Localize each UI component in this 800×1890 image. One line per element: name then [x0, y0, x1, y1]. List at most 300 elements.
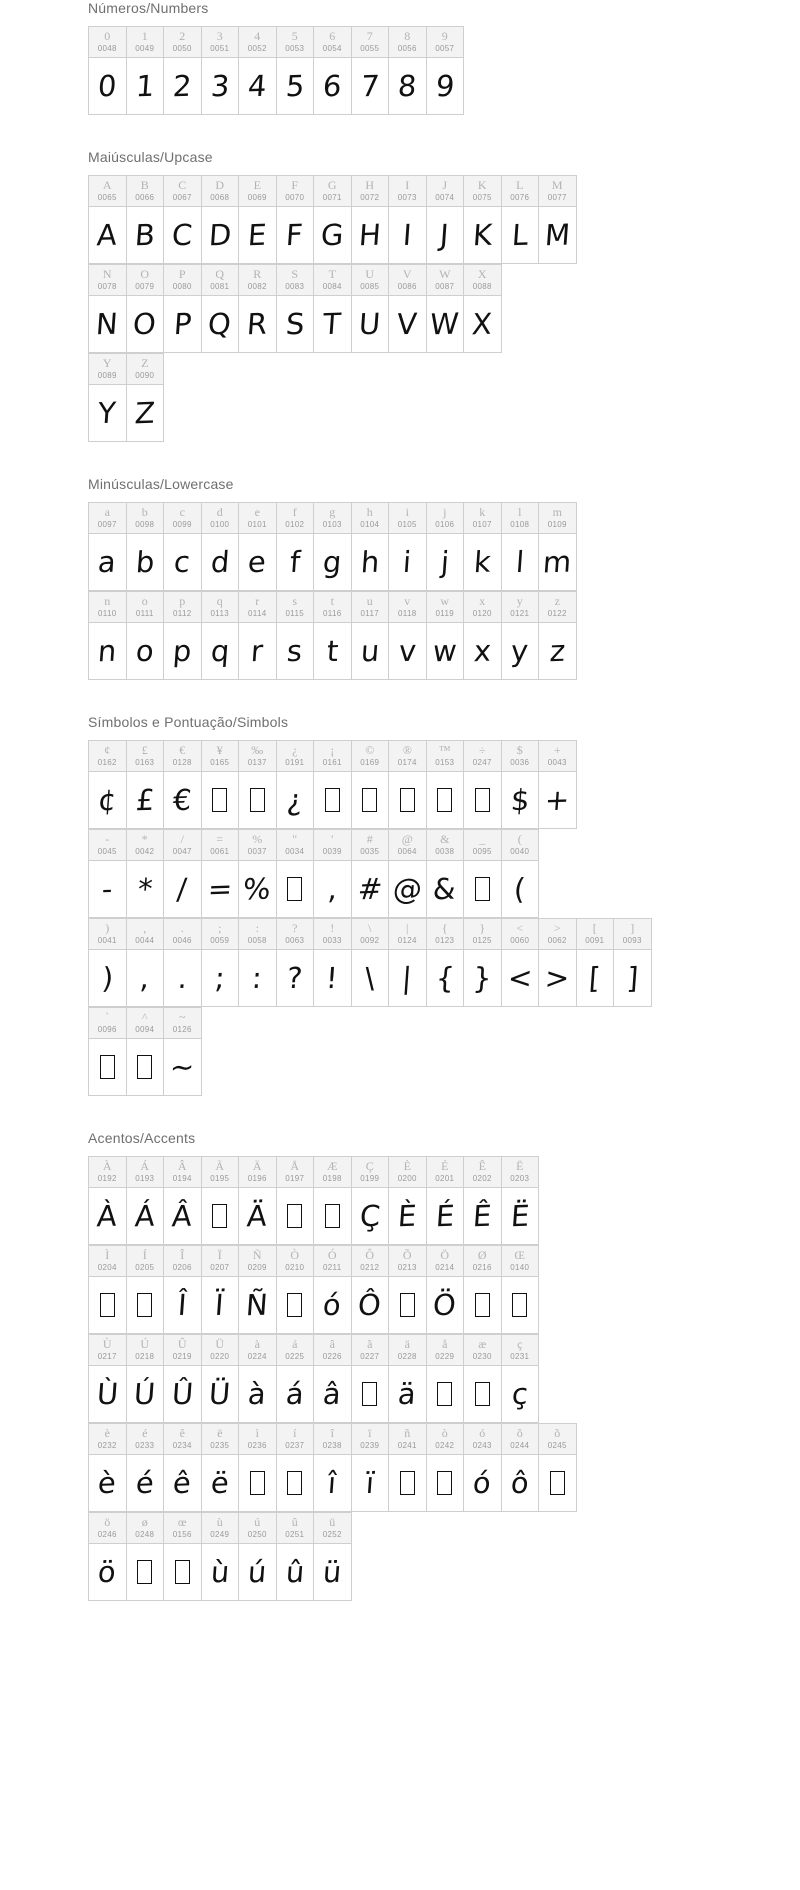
character-cell-header [352, 741, 389, 772]
character-label: Ó [327, 1248, 337, 1262]
character-cell[interactable] [426, 741, 464, 829]
character-cell[interactable] [351, 919, 389, 1007]
character-cell[interactable] [201, 592, 239, 680]
glyph-sample: U [357, 306, 382, 342]
character-cell[interactable] [388, 1246, 426, 1334]
character-glyph [389, 1188, 426, 1244]
character-cell[interactable] [313, 1246, 351, 1334]
glyph-sample: u [359, 633, 381, 669]
character-cell[interactable] [201, 1424, 239, 1512]
character-cell-header [89, 1335, 126, 1366]
character-cell-header [164, 265, 201, 296]
character-cell[interactable] [163, 1335, 201, 1423]
character-cell[interactable] [463, 592, 501, 680]
character-cell[interactable] [88, 830, 126, 918]
character-code: 0047 [172, 847, 192, 856]
character-cell[interactable] [88, 354, 126, 442]
character-cell[interactable] [163, 1424, 201, 1512]
character-cell[interactable] [238, 741, 276, 829]
character-glyph [202, 1188, 239, 1244]
character-code: 0244 [510, 1441, 530, 1450]
character-code: 0118 [398, 609, 417, 618]
character-glyph [164, 1188, 201, 1244]
glyph-sample: 8 [396, 68, 418, 104]
character-glyph [164, 58, 201, 114]
character-cell[interactable] [238, 1335, 276, 1423]
character-glyph [464, 772, 501, 828]
character-code: 0074 [435, 193, 455, 202]
glyph-sample: Ê [471, 1198, 493, 1234]
character-cell-header [314, 27, 351, 58]
character-label: Ã [215, 1159, 225, 1173]
glyph-sample: d [209, 544, 231, 580]
character-cell[interactable] [463, 1246, 501, 1334]
character-cell[interactable] [276, 1424, 314, 1512]
character-cell[interactable] [538, 1424, 576, 1512]
character-code: 0162 [97, 758, 117, 767]
character-cell[interactable] [88, 1424, 126, 1512]
character-cell[interactable] [388, 176, 426, 264]
character-code: 0051 [210, 44, 230, 53]
character-cell-header [352, 503, 389, 534]
character-cell[interactable] [88, 1246, 126, 1334]
character-glyph [239, 1366, 276, 1422]
character-cell[interactable] [313, 1513, 351, 1601]
glyph-sample: Ç [358, 1198, 382, 1234]
character-cell-header [239, 27, 276, 58]
glyph-sample: 5 [284, 68, 306, 104]
character-cell[interactable] [163, 1008, 201, 1096]
character-cell[interactable] [313, 503, 351, 591]
character-label: | [406, 921, 409, 935]
character-cell[interactable] [388, 265, 426, 353]
character-cell-header [427, 919, 464, 950]
character-label: z [554, 594, 560, 608]
character-cell[interactable] [463, 1424, 501, 1512]
character-glyph [127, 1544, 164, 1600]
character-cell[interactable] [426, 1335, 464, 1423]
character-cell[interactable] [388, 1424, 426, 1512]
character-cell[interactable] [426, 1157, 464, 1245]
glyph-sample: l [514, 544, 525, 580]
character-cell[interactable] [388, 741, 426, 829]
character-code: 0035 [360, 847, 380, 856]
character-cell[interactable] [426, 592, 464, 680]
character-cell[interactable] [201, 1157, 239, 1245]
character-cell[interactable] [313, 830, 351, 918]
glyph-sample: z [548, 633, 567, 669]
character-cell[interactable] [163, 1246, 201, 1334]
character-code: 0055 [360, 44, 380, 53]
character-cell-header [427, 830, 464, 861]
character-cell[interactable] [313, 741, 351, 829]
character-label: ™ [438, 743, 451, 757]
character-cell[interactable] [463, 265, 501, 353]
character-label: s [292, 594, 298, 608]
character-cell[interactable] [463, 830, 501, 918]
character-cell[interactable] [276, 265, 314, 353]
character-code: 0117 [360, 609, 379, 618]
character-cell[interactable] [88, 265, 126, 353]
character-cell[interactable] [426, 1424, 464, 1512]
character-label: Å [290, 1159, 300, 1173]
character-cell[interactable] [538, 919, 576, 1007]
character-cell[interactable] [426, 1246, 464, 1334]
character-label: Ú [140, 1337, 150, 1351]
character-label: v [404, 594, 411, 608]
character-cell[interactable] [276, 1157, 314, 1245]
character-cell[interactable] [501, 176, 539, 264]
character-cell[interactable] [576, 919, 614, 1007]
glyph-sample: Ë [509, 1198, 531, 1234]
character-label: k [479, 505, 486, 519]
glyph-sample: Î [176, 1287, 188, 1323]
character-label: Ñ [252, 1248, 262, 1262]
character-cell[interactable] [351, 1157, 389, 1245]
character-cell[interactable] [463, 503, 501, 591]
character-label: ú [254, 1515, 261, 1529]
character-cell-header [427, 265, 464, 296]
character-cell[interactable] [276, 503, 314, 591]
character-cell-header [352, 919, 389, 950]
character-cell[interactable] [201, 27, 239, 115]
character-cell[interactable] [88, 1157, 126, 1245]
character-cell-header [164, 176, 201, 207]
character-label: g [329, 505, 336, 519]
character-glyph [202, 623, 239, 679]
character-cell[interactable] [126, 919, 164, 1007]
character-cell[interactable] [426, 830, 464, 918]
character-cell[interactable] [126, 1246, 164, 1334]
character-cell[interactable] [388, 919, 426, 1007]
character-cell[interactable] [88, 27, 126, 115]
missing-glyph-icon [100, 1055, 115, 1079]
character-cell-header [202, 741, 239, 772]
character-cell[interactable] [313, 1157, 351, 1245]
character-code: 0218 [135, 1352, 155, 1361]
character-cell[interactable] [126, 265, 164, 353]
character-cell[interactable] [126, 830, 164, 918]
character-cell[interactable] [388, 1157, 426, 1245]
character-cell[interactable] [351, 265, 389, 353]
character-cell[interactable] [313, 27, 351, 115]
character-cell[interactable] [201, 503, 239, 591]
character-cell[interactable] [126, 1008, 164, 1096]
character-cell-header [539, 592, 576, 623]
character-cell[interactable] [126, 503, 164, 591]
character-cell-header [239, 1513, 276, 1544]
glyph-sample: ó [472, 1465, 493, 1501]
character-cell[interactable] [201, 1246, 239, 1334]
character-cell[interactable] [276, 830, 314, 918]
character-cell[interactable] [351, 592, 389, 680]
character-cell[interactable] [426, 176, 464, 264]
character-cell-header [277, 1157, 314, 1188]
character-label: å [442, 1337, 448, 1351]
character-label: , [143, 921, 147, 935]
character-cell[interactable] [163, 919, 201, 1007]
character-label: o [141, 594, 148, 608]
character-cell[interactable] [276, 27, 314, 115]
character-label: n [104, 594, 111, 608]
character-cell-header [277, 830, 314, 861]
character-cell-header [89, 503, 126, 534]
character-cell[interactable] [351, 1246, 389, 1334]
character-code: 0099 [172, 520, 192, 529]
character-glyph [502, 950, 539, 1006]
character-cell[interactable] [538, 176, 576, 264]
character-glyph [239, 534, 276, 590]
character-code: 0082 [247, 282, 267, 291]
character-cell[interactable] [88, 176, 126, 264]
glyph-sample: É [434, 1198, 456, 1234]
character-cell[interactable] [501, 1246, 539, 1334]
character-code: 0110 [98, 609, 117, 618]
glyph-sample: r [250, 633, 265, 669]
character-code: 0211 [323, 1263, 342, 1272]
character-cell[interactable] [538, 741, 576, 829]
character-glyph [389, 772, 426, 828]
character-cell[interactable] [126, 1513, 164, 1601]
character-cell[interactable] [238, 592, 276, 680]
character-glyph [164, 296, 201, 352]
character-cell[interactable] [201, 830, 239, 918]
character-cell[interactable] [313, 1335, 351, 1423]
character-cell[interactable] [351, 176, 389, 264]
character-cell[interactable] [538, 503, 576, 591]
character-cell[interactable] [201, 176, 239, 264]
character-cell[interactable] [238, 1246, 276, 1334]
character-cell[interactable] [351, 503, 389, 591]
character-cell[interactable] [538, 592, 576, 680]
character-cell[interactable] [163, 503, 201, 591]
character-cell[interactable] [351, 741, 389, 829]
character-cell[interactable] [88, 1513, 126, 1601]
character-glyph [89, 534, 126, 590]
character-cell[interactable] [126, 741, 164, 829]
character-label: % [252, 832, 263, 846]
character-cell[interactable] [163, 176, 201, 264]
character-cell-header [314, 1246, 351, 1277]
character-code: 0048 [97, 44, 117, 53]
character-cell[interactable] [126, 1424, 164, 1512]
character-cell[interactable] [351, 830, 389, 918]
character-cell[interactable] [163, 27, 201, 115]
character-cell[interactable] [276, 1335, 314, 1423]
character-label: Ê [478, 1159, 486, 1173]
glyph-sample: ä [397, 1376, 418, 1412]
character-glyph [127, 1366, 164, 1422]
character-cell[interactable] [201, 1513, 239, 1601]
character-code: 0207 [210, 1263, 230, 1272]
character-label: l [518, 505, 522, 519]
character-cell[interactable] [163, 741, 201, 829]
character-code: 0057 [435, 44, 455, 53]
missing-glyph-icon [287, 1204, 302, 1228]
character-cell[interactable] [126, 1157, 164, 1245]
character-cell[interactable] [463, 741, 501, 829]
character-cell[interactable] [613, 919, 651, 1007]
glyph-sample: , [326, 871, 339, 907]
character-label: Î [180, 1248, 185, 1262]
character-cell[interactable] [238, 1424, 276, 1512]
character-cell[interactable] [426, 919, 464, 1007]
character-label: C [178, 178, 187, 192]
character-cell[interactable] [238, 27, 276, 115]
character-cell[interactable] [163, 265, 201, 353]
character-grid [88, 1156, 574, 1601]
character-cell[interactable] [426, 503, 464, 591]
glyph-sample: t [325, 633, 340, 669]
character-cell-header [427, 176, 464, 207]
missing-glyph-icon [400, 788, 415, 812]
character-cell[interactable] [276, 1513, 314, 1601]
character-label: Y [102, 356, 112, 370]
character-label: ® [402, 743, 412, 757]
character-cell[interactable] [463, 176, 501, 264]
character-cell-header [127, 592, 164, 623]
character-cell[interactable] [351, 1424, 389, 1512]
character-cell-header [202, 1513, 239, 1544]
character-cell[interactable] [463, 919, 501, 1007]
character-cell[interactable] [163, 1157, 201, 1245]
glyph-sample: H [357, 217, 382, 253]
character-cell[interactable] [88, 592, 126, 680]
character-code: 0037 [247, 847, 267, 856]
character-cell[interactable] [238, 919, 276, 1007]
character-grid [88, 740, 642, 1096]
character-glyph [89, 1277, 126, 1333]
character-code: 0081 [210, 282, 230, 291]
character-cell[interactable] [388, 27, 426, 115]
character-cell[interactable] [501, 830, 539, 918]
character-cell[interactable] [238, 265, 276, 353]
character-cell[interactable] [313, 176, 351, 264]
character-glyph [389, 534, 426, 590]
character-cell[interactable] [426, 265, 464, 353]
character-cell[interactable] [126, 176, 164, 264]
character-cell[interactable] [501, 919, 539, 1007]
character-cell[interactable] [88, 1335, 126, 1423]
missing-glyph-icon [475, 1293, 490, 1317]
character-glyph [352, 1455, 389, 1511]
character-cell[interactable] [88, 741, 126, 829]
character-cell[interactable] [163, 592, 201, 680]
character-cell[interactable] [201, 919, 239, 1007]
character-cell[interactable] [276, 741, 314, 829]
character-cell-header [314, 176, 351, 207]
character-cell[interactable] [276, 592, 314, 680]
character-cell[interactable] [276, 1246, 314, 1334]
character-cell[interactable] [163, 1513, 201, 1601]
section-title: Símbolos e Pontuação/Simbols [88, 714, 289, 730]
character-cell[interactable] [463, 1335, 501, 1423]
character-cell[interactable] [388, 1335, 426, 1423]
character-cell[interactable] [201, 265, 239, 353]
character-glyph [239, 1188, 276, 1244]
character-cell[interactable] [88, 503, 126, 591]
character-glyph [389, 950, 426, 1006]
character-cell[interactable] [88, 919, 126, 1007]
character-row [88, 1245, 539, 1334]
character-glyph [89, 1455, 126, 1511]
character-glyph [89, 772, 126, 828]
character-cell-header [89, 741, 126, 772]
character-cell[interactable] [501, 1424, 539, 1512]
character-cell[interactable] [313, 592, 351, 680]
character-cell[interactable] [238, 1513, 276, 1601]
character-cell[interactable] [126, 27, 164, 115]
character-glyph [614, 950, 651, 1006]
character-label: j [443, 505, 447, 519]
character-cell[interactable] [313, 919, 351, 1007]
character-cell[interactable] [238, 503, 276, 591]
character-glyph [239, 58, 276, 114]
character-cell[interactable] [313, 1424, 351, 1512]
character-code: 0246 [97, 1530, 117, 1539]
character-cell[interactable] [501, 592, 539, 680]
character-cell[interactable] [463, 1157, 501, 1245]
character-code: 0125 [472, 936, 492, 945]
character-cell[interactable] [276, 176, 314, 264]
character-cell[interactable] [388, 830, 426, 918]
missing-glyph-icon [550, 1471, 565, 1495]
missing-glyph-icon [212, 1204, 227, 1228]
glyph-sample: Y [97, 395, 118, 431]
character-cell[interactable] [126, 592, 164, 680]
glyph-sample: ô [509, 1465, 530, 1501]
character-glyph [539, 772, 576, 828]
character-cell[interactable] [351, 1335, 389, 1423]
character-glyph [277, 1188, 314, 1244]
character-cell[interactable] [238, 1157, 276, 1245]
character-label: ( [517, 832, 522, 846]
glyph-sample: s [285, 633, 304, 669]
character-cell-header [314, 1513, 351, 1544]
character-cell-header [389, 1335, 426, 1366]
character-cell[interactable] [201, 1335, 239, 1423]
character-cell[interactable] [238, 176, 276, 264]
character-cell[interactable] [501, 1157, 539, 1245]
character-cell-header [277, 176, 314, 207]
character-label: B [140, 178, 149, 192]
character-cell[interactable] [388, 503, 426, 591]
character-cell[interactable] [201, 741, 239, 829]
character-cell[interactable] [388, 592, 426, 680]
character-cell[interactable] [126, 1335, 164, 1423]
character-cell[interactable] [276, 919, 314, 1007]
character-cell[interactable] [238, 830, 276, 918]
character-cell[interactable] [426, 27, 464, 115]
character-cell[interactable] [501, 741, 539, 829]
character-label: $ [516, 743, 523, 757]
character-cell[interactable] [88, 1008, 126, 1096]
character-glyph [127, 772, 164, 828]
character-cell[interactable] [163, 830, 201, 918]
character-cell[interactable] [126, 354, 164, 442]
character-code: 0236 [247, 1441, 267, 1450]
missing-glyph-icon [250, 1471, 265, 1495]
character-code: 0198 [322, 1174, 342, 1183]
character-label: Œ [514, 1248, 526, 1262]
character-label: Â [177, 1159, 187, 1173]
character-cell[interactable] [313, 265, 351, 353]
character-cell-header [314, 741, 351, 772]
character-cell[interactable] [501, 1335, 539, 1423]
character-label: Ô [365, 1248, 375, 1262]
character-cell[interactable] [501, 503, 539, 591]
character-cell[interactable] [351, 27, 389, 115]
